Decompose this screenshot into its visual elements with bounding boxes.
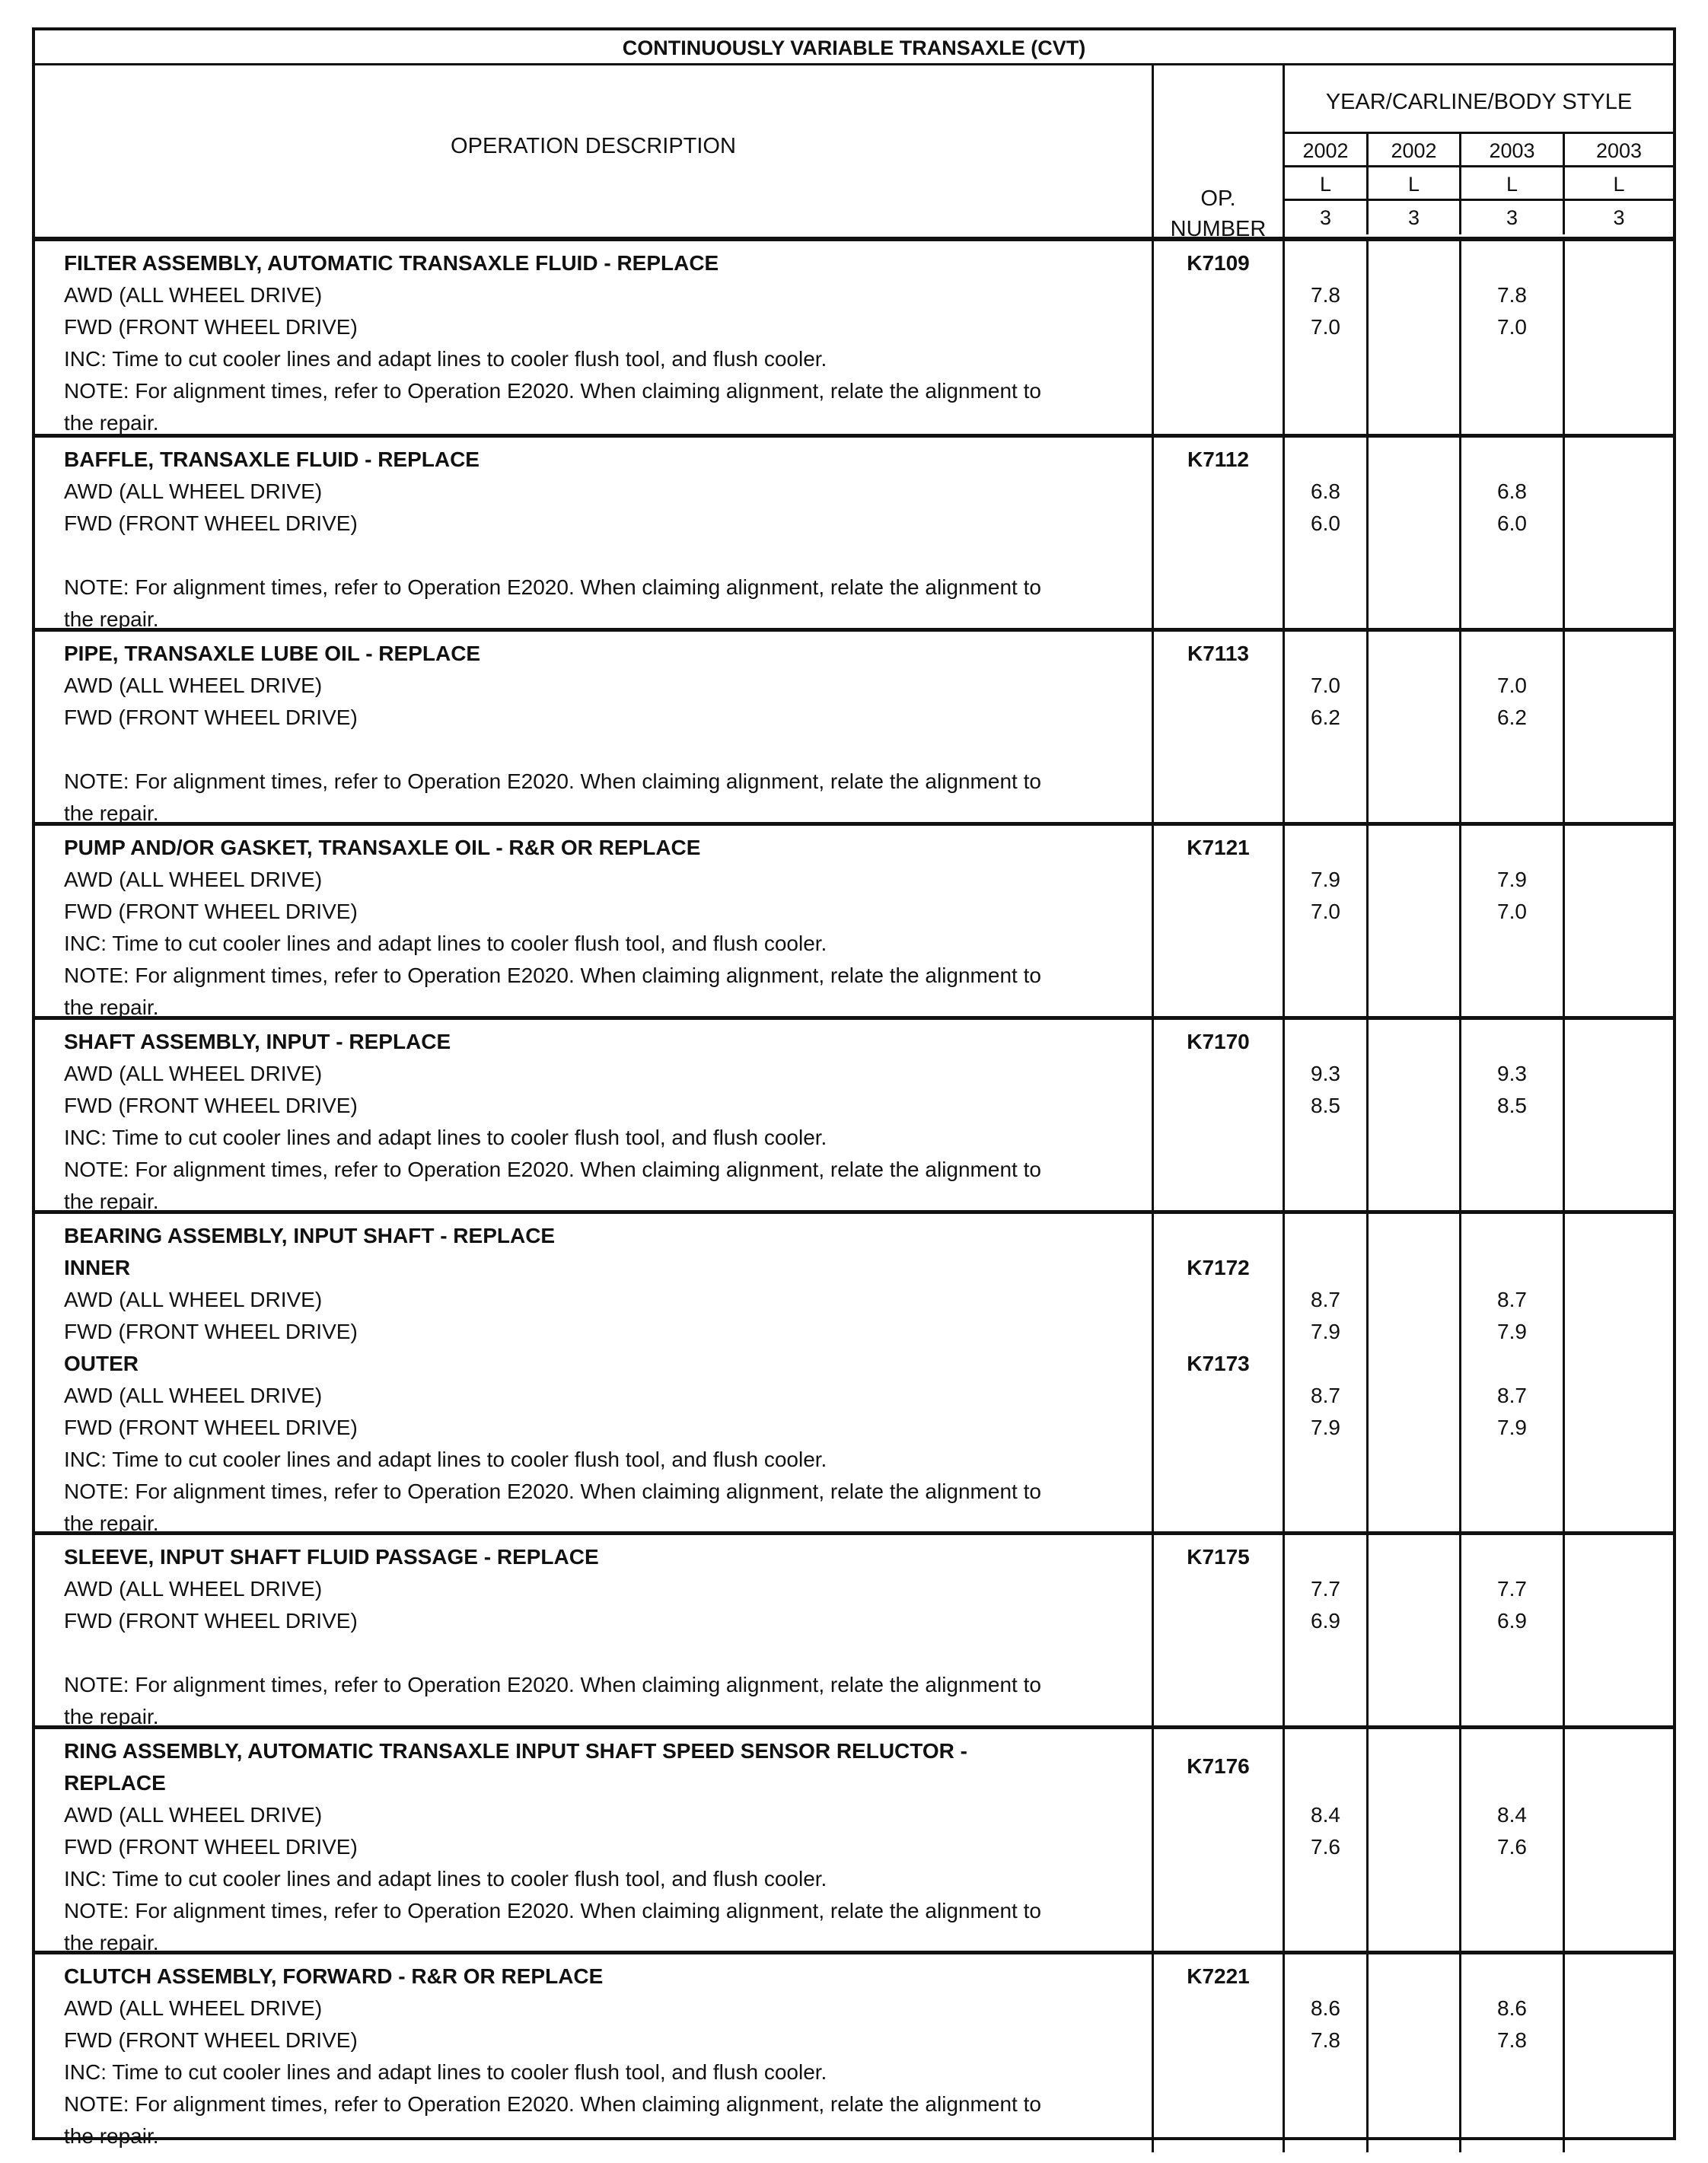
time-cell-2002-b bbox=[1369, 438, 1461, 628]
outer-label: OUTER bbox=[64, 1352, 139, 1375]
awd-time: 7.9 bbox=[1497, 868, 1527, 891]
alignment-note: NOTE: For alignment times, refer to Operation E2020. When claiming alignment, relate the alignment to bbox=[64, 1480, 1041, 1503]
time-cell-2003-b bbox=[1565, 1214, 1673, 1531]
time-cell-2003-a bbox=[1461, 1535, 1565, 1725]
operation-title: SHAFT ASSEMBLY, INPUT - REPLACE bbox=[64, 1030, 451, 1053]
header-body-cell: 3 bbox=[1285, 201, 1369, 234]
fwd-time: 7.0 bbox=[1497, 315, 1527, 339]
awd-time: 9.3 bbox=[1497, 1062, 1527, 1085]
time-cell-2002-b bbox=[1369, 1535, 1461, 1725]
time-cell-2003-b bbox=[1565, 632, 1673, 822]
awd-time: 8.6 bbox=[1311, 1996, 1340, 2020]
header-body-cell: 3 bbox=[1369, 201, 1461, 234]
awd-time: 7.7 bbox=[1497, 1577, 1527, 1601]
inc-note: INC: Time to cut cooler lines and adapt lines to cooler flush tool, and flush cooler. bbox=[64, 1448, 827, 1471]
op-number-cell bbox=[1154, 1214, 1285, 1531]
time-cell-2002-b bbox=[1369, 241, 1461, 434]
op-number-cell bbox=[1154, 1954, 1285, 2152]
op-number: K7175 bbox=[1187, 1545, 1250, 1569]
alignment-note-cont: the repair. bbox=[64, 1190, 159, 1213]
table-title: CONTINUOUSLY VARIABLE TRANSAXLE (CVT) bbox=[35, 30, 1673, 65]
time-cell-2002-b bbox=[1369, 632, 1461, 822]
fwd-label: FWD (FRONT WHEEL DRIVE) bbox=[64, 706, 358, 729]
operation-title: FILTER ASSEMBLY, AUTOMATIC TRANSAXLE FLUID - REPLACE bbox=[64, 251, 719, 275]
alignment-note: NOTE: For alignment times, refer to Operation E2020. When claiming alignment, relate the alignment to bbox=[64, 964, 1041, 987]
op-number-cell bbox=[1154, 632, 1285, 822]
header-carline-cell: L bbox=[1285, 167, 1369, 199]
time-cell-2002-b bbox=[1369, 1214, 1461, 1531]
description-cell bbox=[35, 1020, 1154, 1213]
op-number-cell bbox=[1154, 1729, 1285, 1951]
fwd-time: 7.8 bbox=[1311, 2028, 1340, 2052]
fwd-time: 8.5 bbox=[1497, 1094, 1527, 1117]
inc-note: INC: Time to cut cooler lines and adapt lines to cooler flush tool, and flush cooler. bbox=[64, 1867, 827, 1891]
awd-label: AWD (ALL WHEEL DRIVE) bbox=[64, 1996, 323, 2020]
operation-title: SLEEVE, INPUT SHAFT FLUID PASSAGE - REPLACE bbox=[64, 1545, 599, 1569]
time-cell-2002-a bbox=[1285, 1954, 1369, 2152]
op-number: K7109 bbox=[1187, 251, 1250, 275]
op-number: K7112 bbox=[1187, 448, 1249, 471]
description-cell bbox=[35, 1214, 1154, 1535]
alignment-note: NOTE: For alignment times, refer to Operation E2020. When claiming alignment, relate the alignment to bbox=[64, 1673, 1041, 1696]
awd-time: 8.4 bbox=[1497, 1803, 1527, 1827]
time-cell-2003-b bbox=[1565, 1729, 1673, 1951]
operation-title: CLUTCH ASSEMBLY, FORWARD - R&R OR REPLACE bbox=[64, 1964, 604, 1988]
operation-pipe bbox=[35, 632, 1673, 826]
inner-awd-time: 8.7 bbox=[1497, 1288, 1527, 1311]
description-cell bbox=[35, 632, 1154, 825]
fwd-time: 7.0 bbox=[1497, 900, 1527, 923]
inner-fwd-time: 7.9 bbox=[1497, 1320, 1527, 1343]
inc-note: INC: Time to cut cooler lines and adapt lines to cooler flush tool, and flush cooler. bbox=[64, 1126, 827, 1149]
inner-op-number: K7172 bbox=[1187, 1256, 1250, 1279]
labor-time-table bbox=[32, 27, 1676, 2148]
fwd-label: FWD (FRONT WHEEL DRIVE) bbox=[64, 900, 358, 923]
operation-title: RING ASSEMBLY, AUTOMATIC TRANSAXLE INPUT SHAFT SPEED SENSOR RELUCTOR - bbox=[64, 1739, 967, 1763]
header-carline-row bbox=[1285, 167, 1673, 201]
time-cell-2003-b bbox=[1565, 438, 1673, 628]
inner-awd-time: 8.7 bbox=[1311, 1288, 1340, 1311]
awd-time: 7.0 bbox=[1311, 674, 1340, 697]
awd-time: 7.9 bbox=[1311, 868, 1340, 891]
time-cell-2002-a bbox=[1285, 826, 1369, 1016]
awd-time: 7.0 bbox=[1497, 674, 1527, 697]
operation-bearing bbox=[35, 1214, 1673, 1535]
fwd-time: 6.0 bbox=[1497, 511, 1527, 535]
inc-note: INC: Time to cut cooler lines and adapt lines to cooler flush tool, and flush cooler. bbox=[64, 932, 827, 955]
awd-time: 8.4 bbox=[1311, 1803, 1340, 1827]
time-cell-2003-b bbox=[1565, 1020, 1673, 1210]
time-cell-2003-b bbox=[1565, 1954, 1673, 2152]
op-number-cell bbox=[1154, 241, 1285, 434]
time-cell-2002-a bbox=[1285, 438, 1369, 628]
time-cell-2003-b bbox=[1565, 241, 1673, 434]
awd-label: AWD (ALL WHEEL DRIVE) bbox=[64, 283, 323, 307]
time-cell-2002-a bbox=[1285, 1020, 1369, 1210]
fwd-time: 6.9 bbox=[1497, 1609, 1527, 1633]
outer-op-number: K7173 bbox=[1187, 1352, 1250, 1375]
time-cell-2002-b bbox=[1369, 826, 1461, 1016]
header-operation-description: OPERATION DESCRIPTION bbox=[35, 65, 1154, 237]
time-cell-2003-b bbox=[1565, 826, 1673, 1016]
alignment-note-cont: the repair. bbox=[64, 995, 159, 1019]
header-carline-cell: L bbox=[1613, 173, 1625, 196]
table-header bbox=[35, 65, 1673, 241]
fwd-time: 7.0 bbox=[1311, 900, 1340, 923]
time-cell-2003-b bbox=[1565, 1535, 1673, 1725]
time-cell-2002-a bbox=[1285, 241, 1369, 434]
op-number: K7121 bbox=[1187, 836, 1250, 859]
awd-label: AWD (ALL WHEEL DRIVE) bbox=[64, 479, 323, 503]
op-number-cell bbox=[1154, 1020, 1285, 1210]
outer-fwd-time: 7.9 bbox=[1311, 1416, 1340, 1439]
alignment-note: NOTE: For alignment times, refer to Operation E2020. When claiming alignment, relate the alignment to bbox=[64, 1158, 1041, 1181]
op-number-cell bbox=[1154, 826, 1285, 1016]
description-cell bbox=[35, 1954, 1154, 2152]
header-body-row bbox=[1285, 201, 1673, 234]
fwd-time: 8.5 bbox=[1311, 1094, 1340, 1117]
awd-time: 7.8 bbox=[1311, 283, 1340, 307]
time-cell-2002-a bbox=[1285, 1214, 1369, 1531]
description-cell bbox=[35, 826, 1154, 1019]
outer-awd-time: 8.7 bbox=[1497, 1384, 1527, 1407]
inner-fwd-time: 7.9 bbox=[1311, 1320, 1340, 1343]
awd-label: AWD (ALL WHEEL DRIVE) bbox=[64, 674, 323, 697]
alignment-note: NOTE: For alignment times, refer to Operation E2020. When claiming alignment, relate the alignment to bbox=[64, 575, 1041, 599]
awd-time: 6.8 bbox=[1497, 479, 1527, 503]
op-number: K7221 bbox=[1187, 1964, 1250, 1988]
alignment-note-cont: the repair. bbox=[64, 411, 159, 435]
header-carline-cell: L bbox=[1461, 167, 1565, 199]
operation-title: BAFFLE, TRANSAXLE FLUID - REPLACE bbox=[64, 448, 480, 471]
alignment-note-cont: the repair. bbox=[64, 607, 159, 631]
time-cell-2002-b bbox=[1369, 1729, 1461, 1951]
fwd-time: 7.6 bbox=[1311, 1835, 1340, 1859]
alignment-note: NOTE: For alignment times, refer to Operation E2020. When claiming alignment, relate the alignment to bbox=[64, 769, 1041, 793]
awd-label: AWD (ALL WHEEL DRIVE) bbox=[64, 1062, 323, 1085]
header-year-cell: 2003 bbox=[1461, 134, 1565, 165]
operation-filter-assembly bbox=[35, 241, 1673, 438]
operation-shaft bbox=[35, 1020, 1673, 1214]
fwd-label: FWD (FRONT WHEEL DRIVE) bbox=[64, 1835, 358, 1859]
outer-awd-label: AWD (ALL WHEEL DRIVE) bbox=[64, 1384, 323, 1407]
time-cell-2002-b bbox=[1369, 1954, 1461, 2152]
awd-time: 7.8 bbox=[1497, 283, 1527, 307]
op-number-cell bbox=[1154, 438, 1285, 628]
operation-clutch bbox=[35, 1954, 1673, 2152]
time-cell-2003-a bbox=[1461, 632, 1565, 822]
awd-time: 8.6 bbox=[1497, 1996, 1527, 2020]
time-cell-2002-a bbox=[1285, 632, 1369, 822]
fwd-label: FWD (FRONT WHEEL DRIVE) bbox=[64, 511, 358, 535]
op-number: K7176 bbox=[1187, 1754, 1250, 1778]
time-cell-2003-a bbox=[1461, 1214, 1565, 1531]
op-number: K7113 bbox=[1187, 642, 1249, 665]
fwd-label: FWD (FRONT WHEEL DRIVE) bbox=[64, 1094, 358, 1117]
fwd-label: FWD (FRONT WHEEL DRIVE) bbox=[64, 2028, 358, 2052]
alignment-note-cont: the repair. bbox=[64, 2124, 159, 2148]
description-cell bbox=[35, 241, 1154, 434]
outer-fwd-label: FWD (FRONT WHEEL DRIVE) bbox=[64, 1416, 358, 1439]
inc-note: INC: Time to cut cooler lines and adapt lines to cooler flush tool, and flush cooler. bbox=[64, 2060, 827, 2084]
time-cell-2002-a bbox=[1285, 1535, 1369, 1725]
description-cell bbox=[35, 1535, 1154, 1728]
header-year-cell: 2003 bbox=[1595, 139, 1643, 162]
fwd-time: 6.2 bbox=[1497, 706, 1527, 729]
operation-title-cont: REPLACE bbox=[64, 1771, 166, 1795]
inner-label: INNER bbox=[64, 1256, 131, 1279]
time-cell-2002-b bbox=[1369, 1020, 1461, 1210]
outer-fwd-time: 7.9 bbox=[1497, 1416, 1527, 1439]
fwd-time: 7.0 bbox=[1311, 315, 1340, 339]
time-cell-2003-a bbox=[1461, 1020, 1565, 1210]
header-body-cell: 3 bbox=[1461, 201, 1565, 234]
header-year-cell: 2002 bbox=[1285, 134, 1369, 165]
inner-fwd-label: FWD (FRONT WHEEL DRIVE) bbox=[64, 1320, 358, 1343]
awd-time: 6.8 bbox=[1311, 479, 1340, 503]
time-cell-2002-a bbox=[1285, 1729, 1369, 1951]
alignment-note-cont: the repair. bbox=[64, 1512, 159, 1535]
op-number: K7170 bbox=[1187, 1030, 1250, 1053]
time-cell-2003-a bbox=[1461, 241, 1565, 434]
operation-title: BEARING ASSEMBLY, INPUT SHAFT - REPLACE bbox=[64, 1224, 556, 1247]
op-number-cell bbox=[1154, 1535, 1285, 1725]
time-cell-2003-a bbox=[1461, 438, 1565, 628]
header-number-label: NUMBER bbox=[1170, 217, 1267, 241]
fwd-label: FWD (FRONT WHEEL DRIVE) bbox=[64, 1609, 358, 1633]
header-year-cell: 2002 bbox=[1369, 134, 1461, 165]
outer-awd-time: 8.7 bbox=[1311, 1384, 1340, 1407]
header-year-carline-body bbox=[1285, 65, 1673, 237]
header-body-cell: 3 bbox=[1613, 206, 1625, 229]
alignment-note: NOTE: For alignment times, refer to Operation E2020. When claiming alignment, relate the alignment to bbox=[64, 379, 1041, 403]
fwd-time: 6.0 bbox=[1311, 511, 1340, 535]
awd-label: AWD (ALL WHEEL DRIVE) bbox=[64, 1803, 323, 1827]
operation-title: PIPE, TRANSAXLE LUBE OIL - REPLACE bbox=[64, 642, 481, 665]
time-cell-2003-a bbox=[1461, 1954, 1565, 2152]
operation-pump bbox=[35, 826, 1673, 1020]
alignment-note: NOTE: For alignment times, refer to Operation E2020. When claiming alignment, relate the alignment to bbox=[64, 1899, 1041, 1922]
fwd-time: 6.2 bbox=[1311, 706, 1340, 729]
time-cell-2003-a bbox=[1461, 826, 1565, 1016]
header-year-carline-body-label: YEAR/CARLINE/BODY STYLE bbox=[1285, 65, 1673, 134]
alignment-note-cont: the repair. bbox=[64, 1931, 159, 1954]
operation-title: PUMP AND/OR GASKET, TRANSAXLE OIL - R&R OR REPLACE bbox=[64, 836, 701, 859]
fwd-label: FWD (FRONT WHEEL DRIVE) bbox=[64, 315, 358, 339]
description-cell bbox=[35, 1729, 1154, 1954]
awd-time: 7.7 bbox=[1311, 1577, 1340, 1601]
alignment-note: NOTE: For alignment times, refer to Operation E2020. When claiming alignment, relate the alignment to bbox=[64, 2092, 1041, 2116]
header-carline-cell: L bbox=[1369, 167, 1461, 199]
awd-label: AWD (ALL WHEEL DRIVE) bbox=[64, 1577, 323, 1601]
fwd-time: 7.8 bbox=[1497, 2028, 1527, 2052]
inc-note: INC: Time to cut cooler lines and adapt lines to cooler flush tool, and flush cooler. bbox=[64, 347, 827, 371]
awd-label: AWD (ALL WHEEL DRIVE) bbox=[64, 868, 323, 891]
fwd-time: 6.9 bbox=[1311, 1609, 1340, 1633]
alignment-note-cont: the repair. bbox=[64, 1705, 159, 1728]
header-op-number bbox=[1154, 65, 1285, 241]
awd-time: 9.3 bbox=[1311, 1062, 1340, 1085]
description-cell bbox=[35, 438, 1154, 631]
inner-awd-label: AWD (ALL WHEEL DRIVE) bbox=[64, 1288, 323, 1311]
alignment-note-cont: the repair. bbox=[64, 801, 159, 825]
fwd-time: 7.6 bbox=[1497, 1835, 1527, 1859]
operation-baffle bbox=[35, 438, 1673, 632]
operation-ring bbox=[35, 1729, 1673, 1954]
time-cell-2003-a bbox=[1461, 1729, 1565, 1951]
operation-sleeve bbox=[35, 1535, 1673, 1729]
header-year-row bbox=[1285, 134, 1673, 167]
header-op-label: OP. bbox=[1200, 186, 1236, 211]
